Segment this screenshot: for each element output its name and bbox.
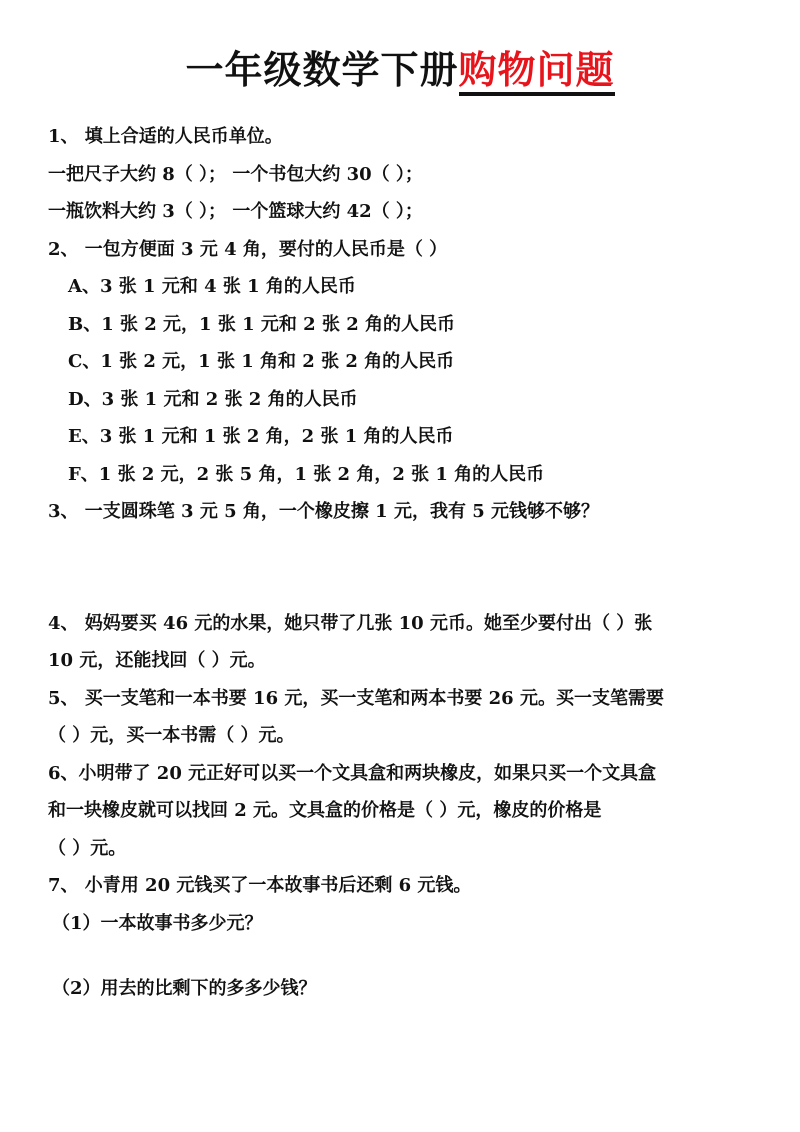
answer-space-7-1 <box>48 942 768 970</box>
question-2-option-d: D、3 张 1 元和 2 张 2 角的人民币 <box>68 388 358 410</box>
answer-space-3 <box>48 531 768 605</box>
question-2-option-b: B、1 张 2 元，1 张 1 元和 2 张 2 角的人民币 <box>68 313 456 335</box>
question-7-part-2: （2）用去的比剩下的多多少钱？ <box>52 978 317 999</box>
question-2-option-c: C、1 张 2 元，1 张 1 角和 2 张 2 角的人民币 <box>68 351 455 372</box>
question-3: 3、 一支圆珠笔 3 元 5 角，一个橡皮擦 1 元，我有 5 元钱够不够？ <box>48 501 600 522</box>
question-5-line-a: 5、 买一支笔和一本书要 16 元，买一支笔和两本书要 26 元。买一支笔需要 <box>48 687 664 709</box>
question-1-line-a: 一把尺子大约 8（ ）； 一个书包大约 30（ ）； <box>48 163 423 185</box>
question-4-line-b: 10 元，还能找回（ ）元。 <box>48 650 266 671</box>
title-topic: 购物问题 <box>459 48 615 96</box>
question-7-part-1: （1）一本故事书多少元？ <box>52 912 263 934</box>
question-2-option-e: E、3 张 1 元和 1 张 2 角，2 张 1 角的人民币 <box>68 426 454 447</box>
question-6-line-b: 和一块橡皮就可以找回 2 元。文具盒的价格是（ ）元，橡皮的价格是 <box>48 800 602 821</box>
question-2-option-a: A、3 张 1 元和 4 张 1 角的人民币 <box>68 276 356 297</box>
question-1-line-b: 一瓶饮料大约 3（ ）； 一个篮球大约 42（ ）； <box>48 201 423 222</box>
page-title <box>0 42 800 98</box>
question-7: 7、 小青用 20 元钱买了一本故事书后还剩 6 元钱。 <box>48 875 472 896</box>
worksheet-body <box>48 118 768 1008</box>
title-grade: 一年级数学下册 <box>185 48 459 92</box>
question-6-line-c: （ ）元。 <box>48 837 127 859</box>
question-2: 2、 一包方便面 3 元 4 角，要付的人民币是（ ） <box>48 238 448 260</box>
question-4-line-a: 4、 妈妈要买 46 元的水果，她只带了几张 10 元币。她至少要付出（ ）张 <box>48 612 653 634</box>
question-1: 1、 填上合适的人民币单位。 <box>48 126 283 147</box>
question-5-line-b: （ ）元，买一本书需（ ）元。 <box>48 725 295 746</box>
question-6-line-a: 6、小明带了 20 元正好可以买一个文具盒和两块橡皮，如果只买一个文具盒 <box>48 762 657 784</box>
question-2-option-f: F、1 张 2 元，2 张 5 角，1 张 2 角，2 张 1 角的人民币 <box>68 463 545 485</box>
